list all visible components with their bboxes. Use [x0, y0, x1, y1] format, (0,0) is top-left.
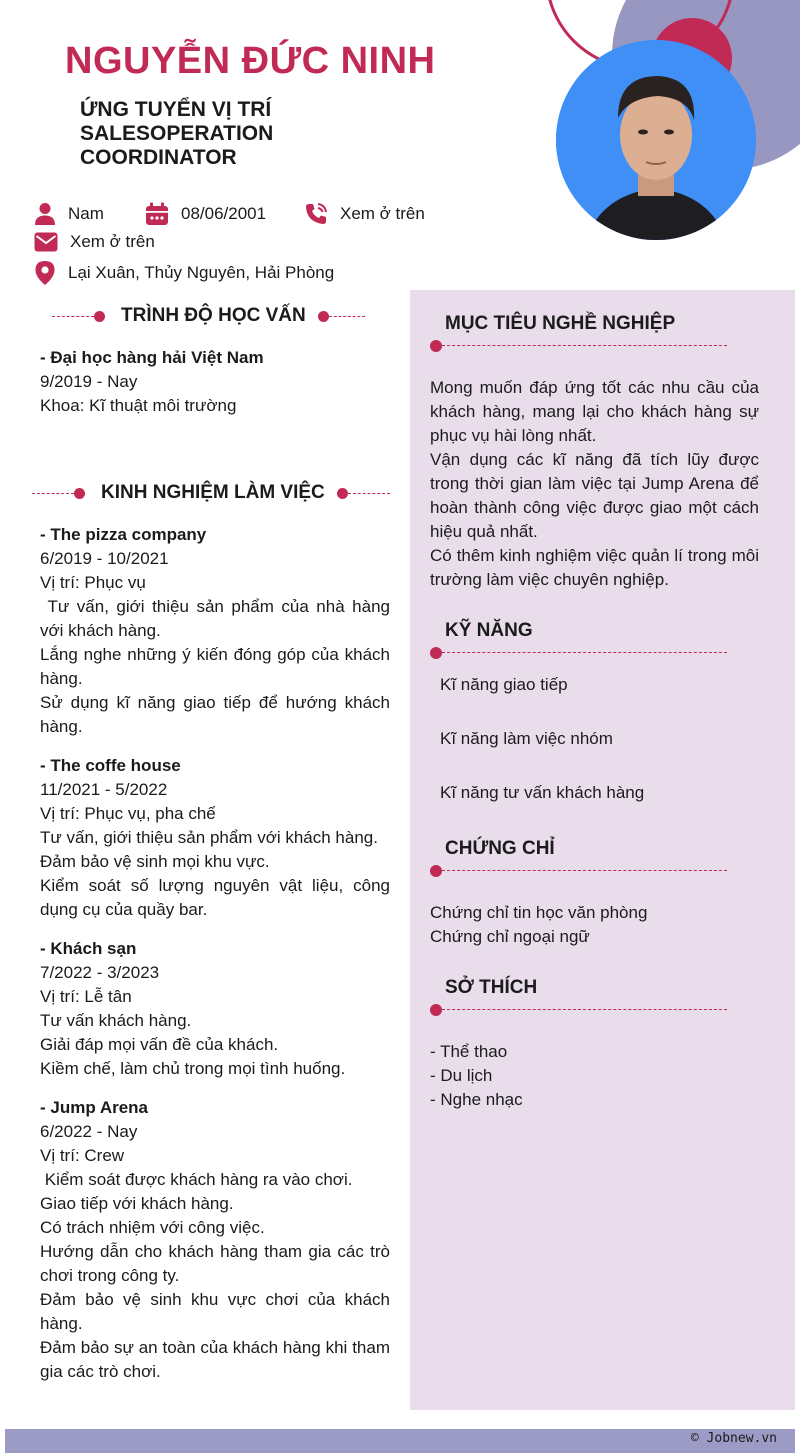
contact-gender	[34, 202, 104, 226]
job-duty: Sử dụng kĩ năng giao tiếp để hướng khách hàng.	[40, 693, 390, 736]
education-entry	[40, 346, 390, 418]
contact-address	[34, 260, 334, 286]
skill-item: Kĩ năng làm việc nhóm	[440, 729, 613, 748]
hobbies-list	[430, 1040, 523, 1112]
mail-icon	[34, 231, 58, 253]
footer-credit[interactable]: © Jobnew.vn	[690, 1431, 777, 1446]
job-duty: Giao tiếp với khách hàng.	[40, 1194, 234, 1213]
job-duty: Tư vấn, giới thiệu sản phẩm với khách hàng.	[40, 828, 378, 847]
footer-bar	[5, 1429, 795, 1453]
experience-heading	[32, 482, 390, 504]
certificate-item: Chứng chỉ ngoại ngữ	[430, 927, 590, 946]
hobby-item: - Nghe nhạc	[430, 1090, 523, 1109]
job-duty: Giải đáp mọi vấn đề của khách.	[40, 1035, 279, 1054]
hobbies-title: SỞ THÍCH	[445, 977, 538, 998]
gender-text: Nam	[68, 204, 104, 223]
hobby-item: - Thể thao	[430, 1042, 508, 1061]
objective-line: Mong muốn đáp ứng tốt các nhu cầu của khách hàng, mang lại cho khách hàng sự phục vụ hài lòng nhất.	[430, 378, 759, 445]
job-entry	[40, 523, 395, 739]
job-duty: Đảm bảo sự an toàn của khách hàng khi tham gia các trò chơi.	[40, 1338, 390, 1381]
heading-dot	[94, 311, 105, 322]
job-role: Vị trí: Crew	[40, 1146, 125, 1165]
education-period: 9/2019 - Nay	[40, 372, 138, 391]
job-duty: Kiểm soát số lượng nguyên vật liệu, công dụng cụ của quầy bar.	[40, 876, 390, 919]
section-title: KINH NGHIỆM LÀM VIỆC	[101, 482, 325, 503]
job-company: - The pizza company	[40, 525, 207, 544]
contact-email	[34, 231, 155, 253]
email-text: Xem ở trên	[70, 232, 155, 251]
objective-text	[430, 376, 759, 592]
heading-divider	[52, 316, 94, 317]
contact-birthday	[145, 202, 266, 226]
job-duty: Tư vấn khách hàng.	[40, 1011, 192, 1030]
phone-icon	[304, 202, 328, 226]
job-entry	[40, 937, 390, 1081]
education-faculty: Khoa: Kĩ thuật môi trường	[40, 396, 237, 415]
job-duty: Có trách nhiệm với công việc.	[40, 1218, 265, 1237]
job-entry	[40, 754, 390, 922]
job-duty: Hướng dẫn cho khách hàng tham gia các trò chơi trong công ty.	[40, 1242, 390, 1285]
birthday-text: 08/06/2001	[181, 204, 267, 223]
job-duty: Kiềm chế, làm chủ trong mọi tình huống.	[40, 1059, 346, 1078]
objective-line: Vận dụng các kĩ năng đã tích lũy được trong thời gian làm việc tại Jump Arena để hoàn thành công việc được giao một cách hiệu quả nhất.	[430, 450, 759, 541]
certificates-title: CHỨNG CHỈ	[445, 838, 555, 859]
job-company: - Jump Arena	[40, 1098, 149, 1117]
job-duty: Đảm bảo vệ sinh mọi khu vực.	[40, 852, 270, 871]
education-heading	[52, 305, 365, 327]
heading-divider	[32, 493, 74, 494]
location-icon	[34, 260, 56, 286]
heading-dot	[318, 311, 329, 322]
section-title: TRÌNH ĐỘ HỌC VẤN	[121, 305, 306, 326]
skill-item: Kĩ năng tư vấn khách hàng	[440, 783, 645, 802]
job-company: - Khách sạn	[40, 939, 137, 958]
job-company: - The coffe house	[40, 756, 181, 775]
job-period: 6/2019 - 10/2021	[40, 549, 169, 568]
job-role: Vị trí: Phục vụ, pha chế	[40, 804, 216, 823]
skills-divider	[430, 647, 727, 659]
job-period: 11/2021 - 5/2022	[40, 780, 168, 799]
job-duty: Đảm bảo vệ sinh khu vực chơi của khách hàng.	[40, 1290, 390, 1333]
candidate-name: NGUYỄN ĐỨC NINH	[65, 40, 436, 82]
job-duty: Lắng nghe những ý kiến đóng góp của khách hàng.	[40, 645, 390, 688]
objective-divider	[430, 340, 727, 352]
job-role: Vị trí: Phục vụ	[40, 573, 146, 592]
applied-position: ỨNG TUYỂN VỊ TRÍ SALESOPERATION COORDINATOR	[80, 98, 274, 169]
heading-dot	[337, 488, 348, 499]
contact-phone	[304, 202, 425, 226]
address-text: Lại Xuân, Thủy Nguyên, Hải Phòng	[68, 263, 335, 282]
calendar-icon	[145, 202, 169, 226]
certificates-divider	[430, 865, 727, 877]
avatar	[556, 40, 756, 240]
heading-divider	[329, 316, 365, 317]
job-role: Vị trí: Lễ tân	[40, 987, 132, 1006]
job-period: 7/2022 - 3/2023	[40, 963, 160, 982]
job-entry	[40, 1096, 390, 1384]
user-icon	[34, 202, 56, 226]
hobbies-divider	[430, 1004, 727, 1016]
job-duty: Kiểm soát được khách hàng ra vào chơi.	[40, 1170, 353, 1189]
objective-line: Có thêm kinh nghiệm việc quản lí trong môi trường làm việc chuyên nghiệp.	[430, 546, 759, 589]
job-period: 6/2022 - Nay	[40, 1122, 138, 1141]
phone-text: Xem ở trên	[340, 204, 425, 223]
heading-dot	[74, 488, 85, 499]
objective-title: MỤC TIÊU NGHỀ NGHIỆP	[445, 313, 676, 334]
certificate-item: Chứng chỉ tin học văn phòng	[430, 903, 648, 922]
skill-item: Kĩ năng giao tiếp	[440, 675, 568, 694]
school-name: - Đại học hàng hải Việt Nam	[40, 348, 264, 367]
certificates-list	[430, 901, 647, 949]
job-duty: Tư vấn, giới thiệu sản phẩm của nhà hàng với khách hàng.	[40, 597, 395, 640]
hobby-item: - Du lịch	[430, 1066, 493, 1085]
heading-divider	[348, 493, 390, 494]
skills-title: KỸ NĂNG	[445, 620, 533, 641]
